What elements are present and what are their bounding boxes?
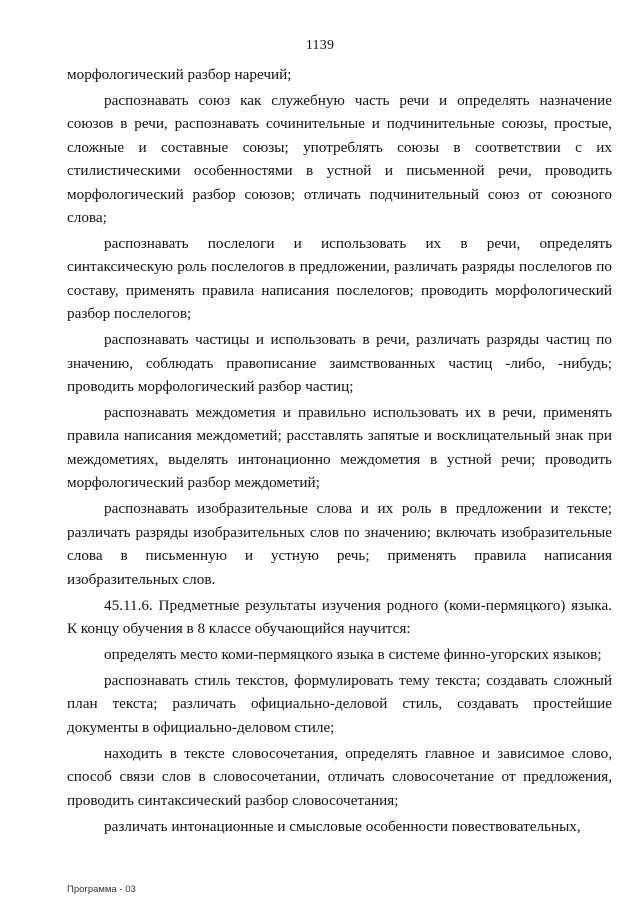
paragraph-adverbs-tail: морфологический разбор наречий; [67, 66, 292, 83]
page-number: 1139 [305, 38, 335, 53]
paragraph-postpositions: распознавать послелоги и использовать их в речи, определять синтаксическую роль послелогов в предложении, различать разряды послелогов по составу, применять правила написания послелогов; проводить морфологический разбор послелогов; [67, 235, 612, 323]
paragraph-descriptive-words: распознавать изобразительные слова и их роль в предложении и тексте; различать разряды изобразительных слов по значению; включать изобразительные слова в письменную и устную речь; применять правила написания изобразительных слов. [67, 500, 612, 588]
paragraph-interjections: распознавать междометия и правильно использовать их в речи, применять правила написания междометий; расставлять запятые и восклицательный знак при междометиях, выделять интонационно междометия в устной речи; проводить морфологический разбор междометий; [67, 404, 612, 492]
paragraph-language-place: определять место коми-пермяцкого языка в системе финно-угорских языков; [104, 645, 602, 663]
paragraph-word-combinations: находить в тексте словосочетания, определять главное и зависимое слово, способ связи слов в словосочетании, отличать словосочетание от предложения, проводить синтаксический разбор словосочетания; [67, 744, 612, 809]
body-text [67, 63, 612, 841]
paragraph-section-heading: 45.11.6. Предметные результаты изучения родного (коми-пермяцкого) языка. К концу обучения в 8 классе обучающийся научится: [67, 596, 612, 637]
paragraph-text-styles: распознавать стиль текстов, формулировать тему текста; создавать сложный план текста; различать официально-деловой стиль, создавать простейшие документы в официально-деловом стиле; [67, 671, 612, 736]
paragraph-particles: распознавать частицы и использовать в речи, различать разряды частиц по значению, соблюдать правописание заимствованных частиц -либо, -нибудь; проводить морфологический разбор частиц; [67, 331, 612, 396]
paragraph-conjunctions: распознавать союз как служебную часть речи и определять назначение союзов в речи, распознавать сочинительные и подчинительные союзы, простые, сложные и составные союзы; употреблять союзы в соответствии с их стилистическими особенностями в устной и письменной речи, проводить морфологический разбор союзов; отличать подчинительный союз от союзного слова; [67, 92, 612, 227]
paragraph-intonation: различать интонационные и смысловые особенности повествовательных, [104, 817, 581, 835]
page-footer: Программа - 03 [67, 884, 136, 895]
